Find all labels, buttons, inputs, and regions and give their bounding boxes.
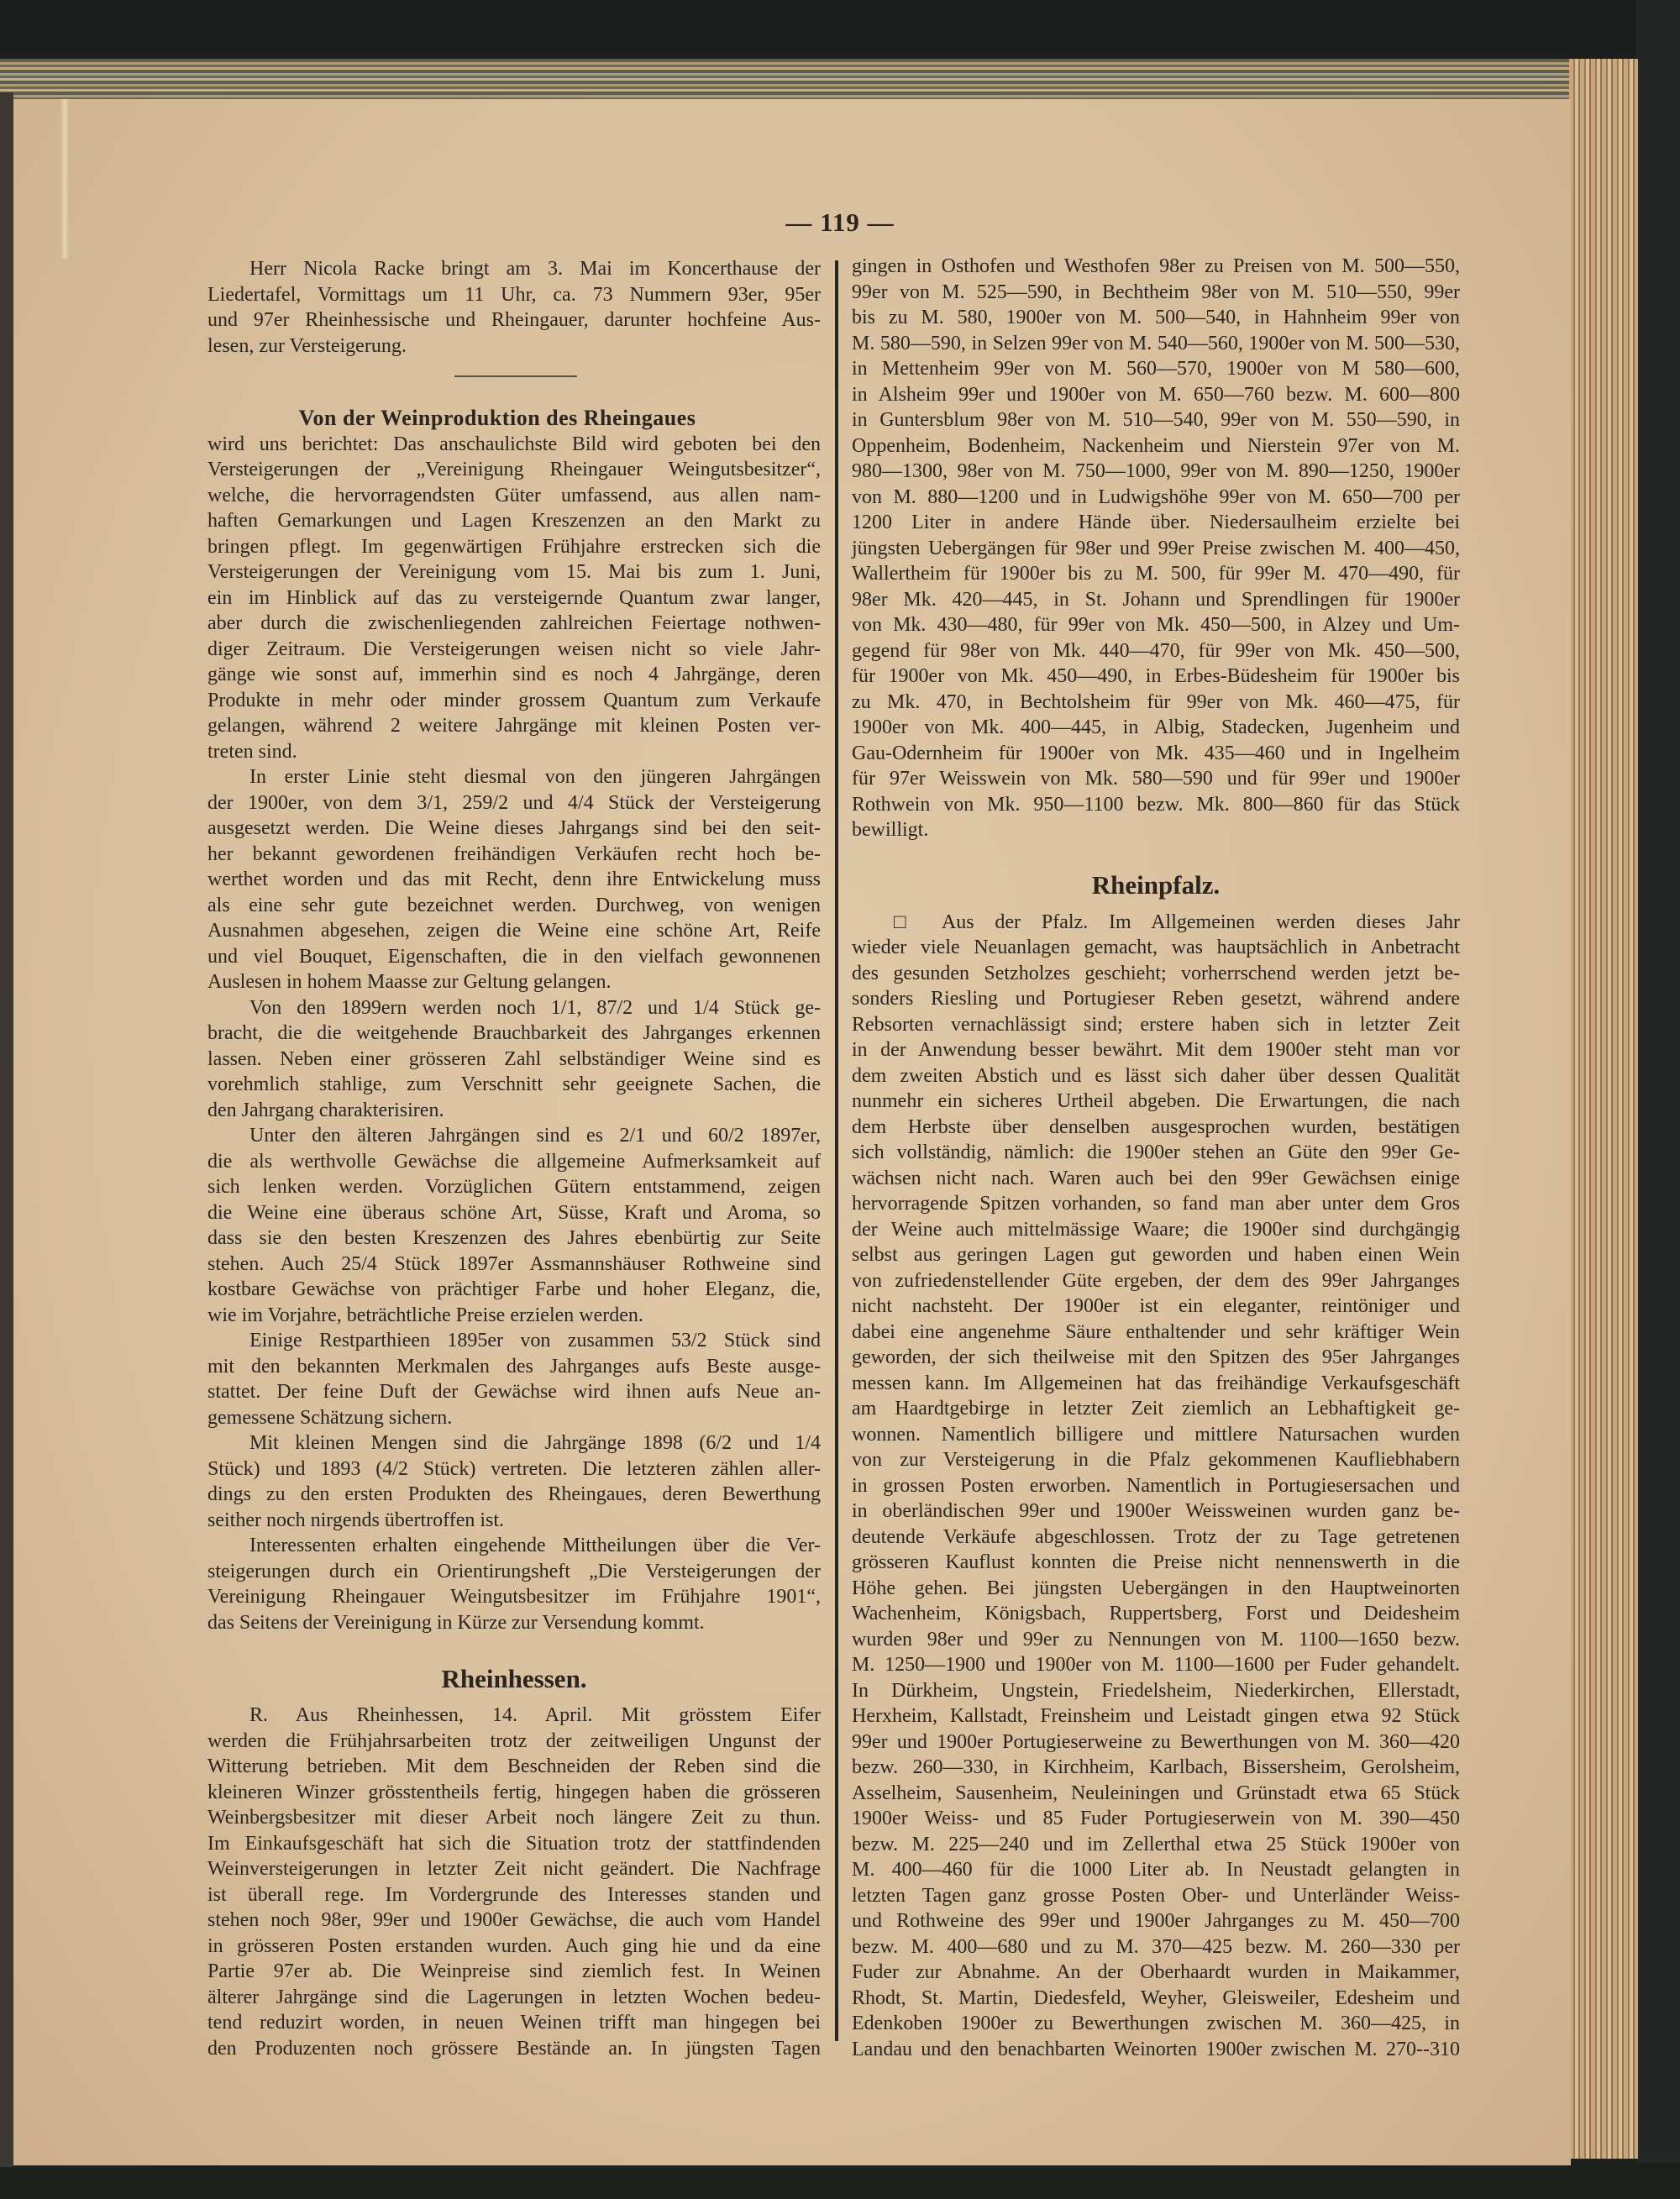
text-line: Witterung betrieben. Mit dem Beschneiden der Reben sind die (207, 1756, 821, 1777)
text-line: Rebsorten vernachlässigt sind; erstere haben sich in letzter Zeit (852, 1013, 1460, 1036)
paragraph (207, 1430, 821, 1533)
text-line: Produkte in mehr oder minder grossem Quantum zum Verkaufe (207, 689, 821, 711)
text-line: bis zu M. 580, 1900er von M. 500—540, in Hahnheim 99er von (852, 307, 1460, 328)
text-line: lesen, zur Versteigerung. (207, 334, 407, 357)
text-line: in oberländischen 99er und 1900er Weissweinen wurden ganz be- (852, 1500, 1460, 1522)
text-line: geworden, der sich theilweise mit den Spitzen des 95er Jahrganges (852, 1346, 1460, 1368)
text-line: nicht nachsteht. Der 1900er ist ein eleganter, reintöniger und (852, 1295, 1460, 1317)
text-line: in grösseren Posten erstanden wurden. Auch ging hie und da eine (207, 1934, 821, 1957)
text-line: am Haardtgebirge in letzter Zeit ziemlich an Lebhaftigkeit ge- (852, 1398, 1460, 1420)
text-line: Interessenten erhalten eingehende Mittheilungen über die Ver- (249, 1535, 821, 1556)
text-line: gelangen, während 2 weitere Jahrgänge mit kleinen Posten ver- (207, 715, 821, 737)
text-line: von Mk. 430—480, für 99er von Mk. 450—500, in Alzey und Um- (852, 614, 1460, 636)
text-line: dem Herbste über denselben ausgesprochen wurden, bestätigen (852, 1115, 1460, 1138)
column-divider (835, 260, 838, 2041)
text-line: bringen pflegt. Im gegenwärtigen Frühjahre erstrecken sich die (207, 535, 821, 558)
section-heading: Rheinpfalz. (1091, 869, 1221, 900)
text-line: Oppenheim, Bodenheim, Nackenheim und Nierstein 97er von M. (852, 434, 1460, 457)
text-line: in Mettenheim 99er von M. 560—570, 1900er von M 580—600, (852, 358, 1460, 380)
book-cover-top (0, 0, 1680, 63)
text-line: Von den 1899ern werden noch 1/1, 87/2 und 1/4 Stück ge- (249, 996, 821, 1019)
text-line: der Weine auch mittelmässige Waare; die 1900er sind durchgängig (852, 1218, 1460, 1241)
text-line: und Rothweine des 99er und 1900er Jahrganges zu M. 450—700 (852, 1910, 1460, 1932)
text-line: lassen. Neben einer grösseren Zahl selbständiger Weine sind es (207, 1047, 821, 1070)
paragraph (207, 1533, 821, 1635)
text-line: 99er und 1900er Portugieserweine zu Bewerthungen von M. 360—420 (852, 1730, 1460, 1753)
text-line: Im Einkaufsgeschäft hat sich die Situation trotz der stattfindenden (207, 1832, 821, 1855)
text-line: Vereinigung Rheingauer Weingutsbesitzer im Frühjahre 1901“, (207, 1586, 821, 1608)
text-line: für 97er Weisswein von Mk. 580—590 und für 99er und 1900er (852, 768, 1460, 790)
text-line: Einige Restparthieen 1895er von zusammen 53/2 Stück sind (249, 1330, 821, 1351)
left-column (207, 256, 821, 2061)
text-line: Unter den älteren Jahrgängen sind es 2/1 und 60/2 1897er, (249, 1125, 821, 1147)
text-line: sonders Riesling und Portugieser Reben gesetzt, während andere (852, 988, 1460, 1010)
text-line: gänge wie sonst auf, immerhin sind es noch 4 Jahrgänge, deren (207, 664, 821, 685)
text-line: Versteigerungen der „Vereinigung Rheingauer Weingutsbesitzer“, (207, 459, 821, 480)
text-line: treten sind. (207, 740, 297, 763)
text-line: sich lenken werden. Vorzüglichen Gütern entstammend, zeigen (207, 1176, 821, 1198)
page-edges-top (0, 59, 1638, 102)
text-line: seither noch nirgends übertroffen ist. (207, 1509, 505, 1531)
text-line: deutende Verkäufe abgeschlossen. Trotz der zu Tage getretenen (852, 1525, 1460, 1548)
text-line: Versteigerungen der Vereinigung vom 15. Mai bis zum 1. Juni, (207, 561, 821, 583)
text-line: wächsen nicht nach. Waren auch bei den 99er Gewächsen einige (852, 1167, 1460, 1189)
text-line: wieder viele Neuanlagen gemacht, was hauptsächlich in Anbetracht (852, 937, 1460, 958)
text-line: tend reduzirt worden, in neuen Weinen trifft man hingegen bei (207, 2012, 821, 2034)
text-line: Fuder zur Abnahme. An der Oberhaardt wurden in Maikammer, (852, 1961, 1460, 1983)
paragraph (207, 1123, 821, 1328)
text-line: Edenkoben 1900er zu Bewerthungen zwischen M. 360—425, in (852, 2013, 1460, 2034)
text-line: den Produzenten noch grössere Bestände an. In jüngsten Tagen (207, 2037, 821, 2060)
text-line: steigerungen durch ein Orientirungsheft „Die Versteigerungen der (207, 1560, 821, 1582)
text-line: von zufriedenstellender Güte ergeben, der dem des 99er Jahrganges (852, 1269, 1460, 1292)
text-line: dabei eine angenehme Säure enthaltender und sehr kräftiger Wein (852, 1320, 1460, 1343)
paragraph (207, 256, 821, 359)
text-line: in Alsheim 99er und 1900er von M. 650—760 bezw. M. 600—800 (852, 383, 1460, 406)
text-line: 980—1300, 98er von M. 750—1000, 99er von M. 890—1250, 1900er (852, 460, 1460, 482)
text-line: der 1900er, von dem 3/1, 259/2 und 4/4 Stück der Versteigerung (207, 791, 821, 814)
text-line: aber durch die zwischenliegenden zahlreichen Feiertage nothwen- (207, 612, 821, 634)
text-line: bezw. M. 400—680 und zu M. 370—425 bezw. M. 260—330 per (852, 1935, 1460, 1958)
text-line: Weinversteigerungen in letzter Zeit nicht geändert. Die Nachfrage (207, 1858, 821, 1880)
text-line: Asselheim, Sausenheim, Neuleiningen und Grünstadt etwa 65 Stück (852, 1782, 1460, 1804)
text-line: In erster Linie steht diesmal von den jüngeren Jahrgängen (249, 766, 821, 788)
text-line: dass sie den besten Kreszenzen des Jahres ebenbürtig zur Seite (207, 1227, 821, 1249)
text-line: bezw. M. 225—240 und im Zellerthal etwa 25 Stück 1900er von (852, 1833, 1460, 1855)
text-line: dings zu den ersten Produkten des Rheingaues, deren Bewerthung (207, 1483, 821, 1505)
text-line: gingen in Osthofen und Westhofen 98er zu Preisen von M. 500—550, (852, 255, 1460, 277)
paragraph (207, 1703, 821, 2061)
text-line: nunmehr ein sicheres Urtheil abgeben. Die Erwartungen, die nach (852, 1090, 1460, 1112)
text-line: wonnen. Namentlich billigere und mittlere Natursachen wurden (852, 1423, 1460, 1446)
text-line: bezw. 260—330, in Kirchheim, Karlbach, Bissersheim, Gerolsheim, (852, 1756, 1460, 1778)
text-line: Herr Nicola Racke bringt am 3. Mai im Koncerthause der (249, 258, 821, 280)
text-line: haften Gemarkungen und Lagen Kreszenzen an den Markt zu (207, 510, 821, 532)
paragraph (852, 910, 1460, 2063)
text-line: bewilligt. (852, 819, 929, 841)
text-line: grösseren Kauflust konnten die Preise nicht nennenswerth in die (852, 1551, 1460, 1573)
text-line: Herxheim, Kallstadt, Freinsheim und Leistadt gingen etwa 92 Stück (852, 1705, 1460, 1727)
text-line: welche, die hervorragendsten Güter umfassend, aus allen nam- (207, 484, 821, 506)
text-line: Liedertafel, Vormittags um 11 Uhr, ca. 73 Nummern 93er, 95er (207, 283, 821, 306)
text-line: wie im Vorjahre, beträchtliche Preise erzielen werden. (207, 1304, 643, 1326)
text-line: und viel Bouquet, Eigenschaften, die in den vielfach gewonnenen (207, 945, 821, 968)
text-line: des gesunden Setzholzes geschieht; vorherrschend werden jetzt be- (852, 962, 1460, 984)
section-divider (454, 375, 577, 377)
text-line: älterer Jahrgänge sind die Lagerungen in letzten Wochen bedeu- (207, 1986, 821, 2008)
text-line: die als werthvolle Gewächse die allgemeine Aufmerksamkeit auf (207, 1150, 821, 1173)
text-line: jüngsten Uebergängen für 98er und 99er Preise zwischen M. 400—450, (852, 537, 1460, 559)
text-line: In Dürkheim, Ungstein, Friedelsheim, Niederkirchen, Ellerstadt, (852, 1679, 1460, 1702)
page-number: — 119 — (785, 207, 895, 237)
text-line: 99er von M. 525—590, in Bechtheim 98er von M. 510—550, 99er (852, 281, 1460, 303)
text-line: das Seitens der Vereinigung in Kürze zur Versendung kommt. (207, 1611, 705, 1634)
text-line: als eine sehr gute bezeichnet werden. Durchweg, von wenigen (207, 894, 821, 916)
text-line: M. 580—590, in Selzen 99er von M. 540—560, 1900er von M. 500—530, (852, 332, 1460, 354)
text-line: 98er Mk. 420—445, in St. Johann und Sprendlingen für 1900er (852, 588, 1460, 611)
text-line: Partie 97er ab. Die Weinpreise sind ziemlich fest. In Weinen (207, 1960, 821, 1982)
text-line: stehen. Auch 25/4 Stück 1897er Assmannshäuser Rothweine sind (207, 1252, 821, 1275)
text-line: Mit kleinen Mengen sind die Jahrgänge 1898 (6/2 und 1/4 (249, 1432, 821, 1454)
book-spine (0, 92, 13, 2167)
text-line: in der Anwendung besser bewährt. Mit dem 1900er steht man vor (852, 1039, 1460, 1061)
text-line: gemessene Schätzung sichern. (207, 1406, 453, 1429)
text-line: hervorragende Spitzen vorhanden, so fand man aber unter dem Gros (852, 1193, 1460, 1215)
text-line: Stück) und 1893 (4/2 Stück) vertreten. Die letzteren zählen aller- (207, 1457, 821, 1480)
text-line: ein im Hinblick auf das zu versteigernde Quantum zwar langer, (207, 586, 821, 609)
text-line: von zur Versteigerung in die Pfalz gekommenen Kaufliebhabern (852, 1449, 1460, 1471)
text-line: M. 400—460 für die 1000 Liter ab. In Neustadt gelangten in (852, 1859, 1460, 1881)
text-line: messen kann. Im Allgemeinen hat das freihändige Verkaufsgeschäft (852, 1372, 1460, 1394)
text-line: bracht, die die weitgehende Brauchbarkeit des Jahrganges erkennen (207, 1022, 821, 1044)
text-line: Rothwein von Mk. 950—1100 bezw. Mk. 800—860 für das Stück (852, 793, 1460, 816)
text-line: für 1900er von Mk. 450—490, in Erbes-Büdesheim für 1900er bis (852, 665, 1460, 687)
text-line: 1900er Weiss- und 85 Fuder Portugieserwein von M. 390—450 (852, 1808, 1460, 1829)
text-line: Landau und den benachbarten Weinorten 1900er zwischen M. 270--310 (852, 2038, 1460, 2060)
text-line: werden die Frühjahrsarbeiten trotz der zeitweiligen Ungunst der (207, 1729, 821, 1752)
text-line: den Jahrgang charakterisiren. (207, 1099, 444, 1121)
paragraph (207, 1328, 821, 1430)
text-line: M. 1250—1900 und 1900er von M. 1100—1600 per Fuder gehandelt. (852, 1654, 1460, 1676)
text-line: Auslesen in hohem Maasse zur Geltung gelangen. (207, 971, 612, 993)
text-line: 1900er von Mk. 400—445, in Albig, Stadecken, Jugenheim und (852, 716, 1460, 738)
text-line: mit den bekannten Merkmalen des Jahrganges aufs Beste ausge- (207, 1355, 821, 1378)
page-edges-right (1569, 59, 1638, 2159)
text-line: von M. 880—1200 und in Ludwigshöhe 99er von M. 650—700 per (852, 485, 1460, 508)
text-line: vorehmlich stahlige, zum Verschnitt sehr geeignete Sachen, die (207, 1073, 821, 1095)
book-cover-right (1636, 0, 1680, 2199)
text-line: Wachenheim, Königsbach, Ruppertsberg, Forst und Deidesheim (852, 1603, 1460, 1624)
paragraph (207, 995, 821, 1124)
text-line: R. Aus Rheinhessen, 14. April. Mit grösstem Eifer (249, 1704, 821, 1726)
text-line: wird uns berichtet: Das anschaulichste Bild wird geboten bei den (207, 433, 821, 455)
text-line: ausgesetzt werden. Die Weine dieses Jahrgangs sind bei den seit- (207, 817, 821, 839)
text-line: 1200 Liter in andere Hände über. Niedersaulheim erzielte bei (852, 512, 1460, 533)
text-line: □ Aus der Pfalz. Im Allgemeinen werden dieses Jahr (894, 911, 1460, 933)
text-line: sich vollständig, nämlich: die 1900er stehen an Güte den 99er Ge- (852, 1141, 1460, 1163)
text-line: in grossen Posten erworben. Namentlich in Portugiesersachen und (852, 1474, 1460, 1497)
right-column (852, 254, 1460, 2062)
text-line: wurden 98er und 99er zu Nennungen von M. 1100—1650 bezw. (852, 1628, 1460, 1651)
article-heading: Von der Weinproduktion des Rheingaues (298, 406, 696, 430)
text-line: Wallertheim für 1900er bis zu M. 500, für 99er M. 470—490, für (852, 563, 1460, 585)
text-line: stehen noch 98er, 99er und 1900er Gewächse, die auch vom Handel (207, 1909, 821, 1931)
text-line: und 97er Rheinhessische und Rheingauer, darunter hochfeine Aus- (207, 309, 821, 331)
text-line: ist überall rege. Im Vordergrunde des Interesses standen und (207, 1883, 821, 1906)
text-line: letzten Tagen ganz grosse Posten Ober- und Unterländer Weiss- (852, 1884, 1460, 1907)
text-line: Höhe gehen. Bei jüngsten Uebergängen in den Hauptweinorten (852, 1577, 1460, 1599)
text-line: Rhodt, St. Martin, Diedesfeld, Weyher, Gleisweiler, Edesheim und (852, 1986, 1460, 2009)
section-heading: Rheinhessen. (441, 1664, 587, 1693)
paragraph (852, 254, 1460, 843)
page-fold (60, 99, 69, 259)
text-line: in Guntersblum 98er von M. 510—540, 99er von M. 550—590, in (852, 409, 1460, 431)
text-line: selbst aus geringen Lagen gut geworden und haben einen Wein (852, 1244, 1460, 1266)
text-line: zu Mk. 470, in Bechtolsheim für 99er von Mk. 460—475, für (852, 690, 1460, 713)
text-line: stattet. Der feine Duft der Gewächse wird ihnen aufs Neue an- (207, 1381, 821, 1403)
text-line: werthet worden und das mit Recht, denn ihre Entwickelung muss (207, 869, 821, 890)
text-line: kostbare Gewächse von prächtiger Farbe und hoher Eleganz, die, (207, 1278, 821, 1300)
text-line: dem zweiten Abstich und es lässt sich daher über dessen Qualität (852, 1064, 1460, 1087)
text-line: her bekannt gewordenen freihändigen Verkäufen recht hoch be- (207, 842, 821, 865)
text-line: die Weine eine überaus schöne Art, Süsse, Kraft und Aroma, so (207, 1201, 821, 1224)
text-line: kleineren Winzer grösstentheils fertig, hingegen haben die grösseren (207, 1781, 821, 1803)
text-line: gegend für 98er von Mk. 440—470, für 99er von Mk. 450—500, (852, 639, 1460, 662)
book-cover-bottom (0, 2163, 1680, 2199)
text-line: Gau-Odernheim für 1900er von Mk. 435—460 und in Ingelheim (852, 742, 1460, 764)
text-line: diger Zeitraum. Die Versteigerungen weisen nicht so viele Jahr- (207, 638, 821, 660)
text-line: Ausnahmen abgesehen, zeigen die Weine eine schöne Art, Reife (207, 920, 821, 942)
paragraph (207, 432, 821, 765)
text-line: Weinbergsbesitzer mit dieser Arbeit noch längere Zeit zu thun. (207, 1807, 821, 1829)
paragraph (207, 764, 821, 995)
